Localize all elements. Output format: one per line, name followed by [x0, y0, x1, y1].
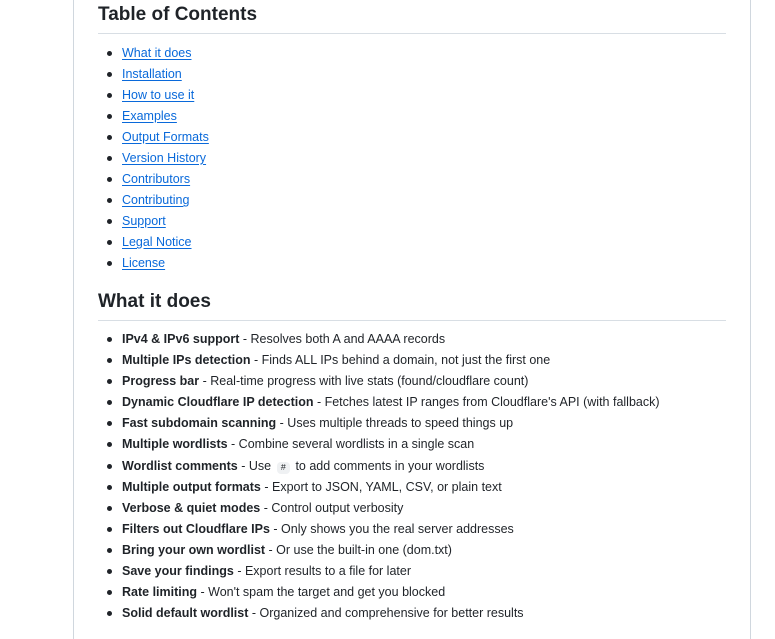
toc-heading: Table of Contents	[98, 3, 726, 34]
bullet-icon	[107, 548, 112, 553]
toc-link-examples[interactable]: Examples	[122, 109, 177, 123]
feature-description: - Won't spam the target and get you blocked	[197, 585, 446, 600]
feature-title: Dynamic Cloudflare IP detection	[122, 395, 314, 410]
feature-item	[98, 519, 726, 540]
feature-item	[98, 477, 726, 498]
feature-item	[98, 371, 726, 392]
bullet-icon	[107, 379, 112, 384]
bullet-icon	[107, 442, 112, 447]
bullet-icon	[107, 464, 112, 469]
toc-item	[98, 232, 726, 253]
feature-title: Solid default wordlist	[122, 606, 249, 621]
toc-link-output-formats[interactable]: Output Formats	[122, 130, 209, 144]
feature-title: Verbose & quiet modes	[122, 500, 261, 515]
toc-link-support[interactable]: Support	[122, 214, 166, 228]
toc-item	[98, 211, 726, 232]
toc-link-legal-notice[interactable]: Legal Notice	[122, 235, 192, 249]
toc-list	[98, 43, 726, 274]
feature-title: Multiple wordlists	[122, 437, 228, 452]
toc-link-installation[interactable]: Installation	[122, 67, 182, 81]
toc-item	[98, 106, 726, 127]
readme-panel	[73, 0, 751, 639]
toc-item	[98, 190, 726, 211]
feature-title: Filters out Cloudflare IPs	[122, 521, 270, 536]
feature-title: Multiple IPs detection	[122, 353, 251, 368]
feature-description: - Combine several wordlists in a single scan	[227, 437, 475, 452]
feature-description: - Export to JSON, YAML, CSV, or plain text	[260, 479, 502, 494]
bullet-icon	[107, 51, 112, 56]
bullet-icon	[107, 337, 112, 342]
bullet-icon	[107, 156, 112, 161]
feature-item	[98, 434, 726, 455]
feature-item	[98, 456, 726, 477]
toc-link-contributors[interactable]: Contributors	[122, 172, 191, 186]
bullet-icon	[107, 240, 112, 245]
feature-description: - Uses multiple threads to speed things up	[276, 416, 514, 431]
toc-link-how-to-use-it[interactable]: How to use it	[122, 88, 195, 102]
feature-description: - Resolves both A and AAAA records	[239, 332, 446, 346]
bullet-icon	[107, 485, 112, 490]
feature-title: Wordlist comments	[122, 458, 238, 473]
feature-description: - Control output verbosity	[260, 500, 404, 515]
feature-item	[98, 561, 726, 582]
bullet-icon	[107, 72, 112, 77]
toc-link-what-it-does[interactable]: What it does	[122, 46, 192, 60]
feature-title: Fast subdomain scanning	[122, 416, 277, 431]
feature-description-continued: to add comments in your wordlists	[291, 458, 485, 473]
inline-code-hash: #	[277, 462, 290, 474]
bullet-icon	[107, 569, 112, 574]
bullet-icon	[107, 219, 112, 224]
bullet-icon	[107, 177, 112, 182]
feature-item	[98, 498, 726, 519]
bullet-icon	[107, 400, 112, 405]
feature-item	[98, 392, 726, 413]
feature-item	[98, 329, 726, 350]
feature-title: Progress bar	[122, 374, 200, 389]
feature-item	[98, 350, 726, 371]
bullet-icon	[107, 421, 112, 426]
toc-item	[98, 43, 726, 64]
feature-title: Rate limiting	[122, 585, 198, 600]
toc-item	[98, 148, 726, 169]
bullet-icon	[107, 506, 112, 511]
feature-title: IPv4 & IPv6 support	[122, 332, 240, 346]
toc-item	[98, 169, 726, 190]
feature-description: - Or use the built-in one (dom.txt)	[265, 542, 452, 557]
bullet-icon	[107, 135, 112, 140]
toc-item	[98, 127, 726, 148]
toc-link-version-history[interactable]: Version History	[122, 151, 207, 165]
feature-title: Multiple output formats	[122, 479, 261, 494]
feature-title: Save your findings	[122, 564, 234, 579]
bullet-icon	[107, 93, 112, 98]
feature-description: - Finds ALL IPs behind a domain, not just the first one	[250, 353, 551, 368]
feature-item	[98, 413, 726, 434]
feature-description: - Real-time progress with live stats (found/cloudflare count)	[199, 374, 529, 389]
feature-description: - Only shows you the real server addresses	[269, 521, 514, 536]
toc-item	[98, 64, 726, 85]
feature-description: - Use	[237, 458, 275, 473]
bullet-icon	[107, 611, 112, 616]
toc-item	[98, 85, 726, 106]
feature-item	[98, 540, 726, 561]
bullet-icon	[107, 114, 112, 119]
feature-list	[98, 329, 726, 624]
feature-description: - Fetches latest IP ranges from Cloudflare's API (with fallback)	[313, 395, 660, 410]
feature-title: Bring your own wordlist	[122, 542, 266, 557]
toc-item	[98, 253, 726, 274]
toc-link-contributing[interactable]: Contributing	[122, 193, 190, 207]
feature-item	[98, 603, 726, 624]
feature-description: - Organized and comprehensive for better results	[248, 606, 524, 621]
what-it-does-heading: What it does	[98, 290, 726, 321]
bullet-icon	[107, 358, 112, 363]
bullet-icon	[107, 261, 112, 266]
feature-item	[98, 582, 726, 603]
feature-description: - Export results to a file for later	[233, 564, 411, 579]
toc-link-license[interactable]: License	[122, 256, 166, 270]
bullet-icon	[107, 198, 112, 203]
bullet-icon	[107, 590, 112, 595]
bullet-icon	[107, 527, 112, 532]
